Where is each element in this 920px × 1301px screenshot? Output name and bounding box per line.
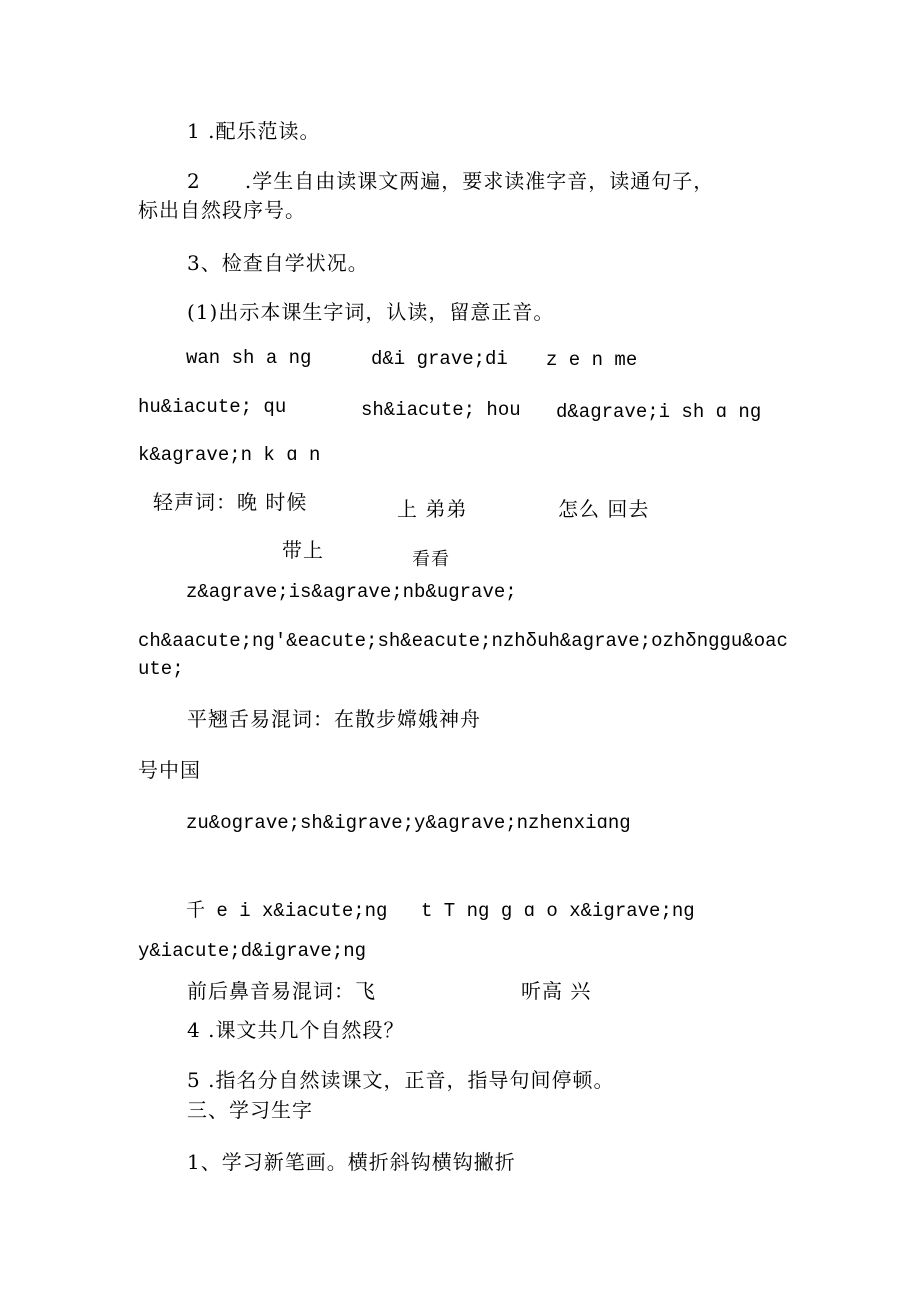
pinyin: ch&aacute;ng'&eacute;sh&eacute;nzhδuh&agrave;ozhδnggu&oac: [138, 630, 788, 652]
pinyin: ute;: [138, 658, 184, 680]
nasal-words: 前后鼻音易混词：飞: [187, 979, 376, 1003]
pinyin: z e n me: [546, 349, 638, 371]
neutral-tone-words: 带上: [282, 538, 324, 562]
pinyin: hu&iacute; qu: [138, 396, 287, 418]
section-heading: 三、学习生字: [187, 1098, 313, 1122]
pinyin: d&agrave;i sh ɑ ng: [556, 401, 762, 423]
retroflex-words-cont: 号中国: [138, 758, 201, 782]
pinyin: k&agrave;n k ɑ n: [138, 444, 321, 466]
neutral-tone-words: 怎么 回去: [558, 497, 650, 521]
pinyin: zu&ograve;sh&igrave;y&agrave;nzhenxiɑng: [186, 812, 631, 834]
pinyin: z&agrave;is&agrave;nb&ugrave;: [186, 581, 517, 603]
step-2: 2 .学生自由读课文两遍，要求读准字音，读通句子，: [187, 169, 715, 193]
pinyin: sh&iacute; hou: [361, 399, 521, 421]
retroflex-words: 平翘舌易混词：在散步嫦娥神舟: [187, 707, 481, 731]
pinyin: t T ng g ɑ o x&igrave;ng: [421, 900, 695, 922]
section-3-step-1: 1、学习新笔画。横折斜钩横钩撇折: [187, 1150, 516, 1174]
pinyin: 千 e i x&iacute;ng: [186, 900, 388, 922]
pinyin: y&iacute;d&igrave;ng: [138, 940, 367, 962]
pinyin: wan sh a ng: [186, 347, 312, 369]
nasal-words: 听高 兴: [521, 979, 592, 1003]
pinyin: d&i grave;di: [371, 348, 508, 370]
neutral-tone-words: 看看: [412, 549, 450, 570]
step-1: 1 .配乐范读。: [187, 119, 321, 143]
step-3: 3、检查自学状况。: [187, 251, 369, 275]
step-3-1: (1)出示本课生字词，认读，留意正音。: [187, 300, 555, 324]
step-4: 4 .课文共几个自然段？: [187, 1018, 405, 1042]
step-2-cont: 标出自然段序号。: [138, 198, 306, 222]
step-5: 5 .指名分自然读课文，正音，指导句间停顿。: [187, 1068, 615, 1092]
neutral-tone-words: 轻声词：晚 时候: [153, 490, 308, 514]
neutral-tone-words: 上 弟弟: [397, 497, 468, 521]
